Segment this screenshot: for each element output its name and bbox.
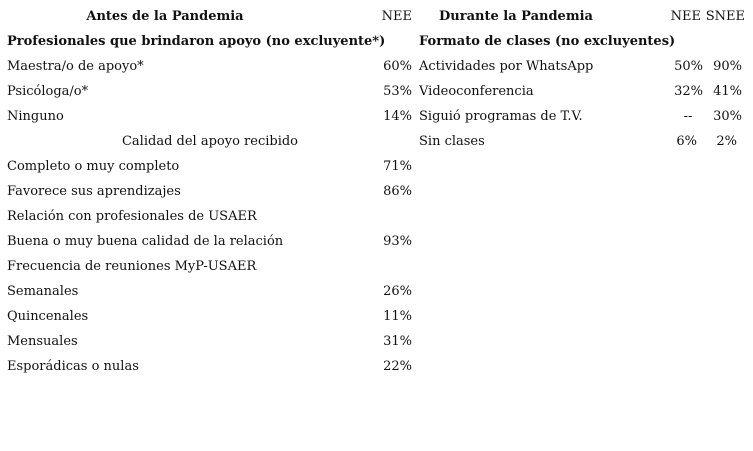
row-label: Buena o muy buena calidad de la relación [7,234,284,249]
row-label: Esporádicas o nulas [7,359,139,374]
row-nee-value: 60% [383,59,412,74]
row-snee-value: 90% [713,59,742,74]
row-label: Ninguno [7,109,64,124]
row-label: Sin clases [419,134,485,149]
row-nee-value: 14% [383,109,412,124]
quality-section-title: Calidad del apoyo recibido [121,134,299,149]
relation-section-title: Relación con profesionales de USAER [7,209,257,224]
row-nee-value: 93% [383,234,412,249]
row-label: Psicóloga/o* [7,84,89,99]
row-label: Siguió programas de T.V. [419,109,583,124]
row-nee-value: 31% [383,334,412,349]
professionals-section-title: Profesionales que brindaron apoyo (no excluyente*) [7,34,386,49]
before-pandemic-header: Antes de la Pandemia [86,9,244,24]
during-snee-column-header: SNEE [705,9,745,24]
row-nee-value: 11% [383,309,412,324]
row-nee-value: -- [683,109,693,124]
during-nee-column-header: NEE [670,9,701,24]
format-section-title: Formato de clases (no excluyentes) [419,34,676,49]
row-nee-value: 26% [383,284,412,299]
row-nee-value: 22% [383,359,412,374]
row-label: Mensuales [7,334,78,349]
row-label: Favorece sus aprendizajes [7,184,181,199]
before-nee-column-header: NEE [381,9,412,24]
row-label: Completo o muy completo [7,159,180,174]
row-nee-value: 6% [676,134,697,149]
row-nee-value: 32% [674,84,703,99]
row-label: Actividades por WhatsApp [419,59,594,74]
row-label: Quincenales [7,309,89,324]
row-label: Maestra/o de apoyo* [7,59,144,74]
row-snee-value: 30% [713,109,742,124]
row-snee-value: 41% [713,84,742,99]
during-pandemic-header: Durante la Pandemia [439,9,593,24]
row-nee-value: 53% [383,84,412,99]
frequency-section-title: Frecuencia de reuniones MyP-USAER [7,259,257,274]
row-nee-value: 50% [674,59,703,74]
row-snee-value: 2% [716,134,737,149]
row-nee-value: 86% [383,184,412,199]
row-nee-value: 71% [383,159,412,174]
row-label: Semanales [7,284,79,299]
row-label: Videoconferencia [419,84,534,99]
